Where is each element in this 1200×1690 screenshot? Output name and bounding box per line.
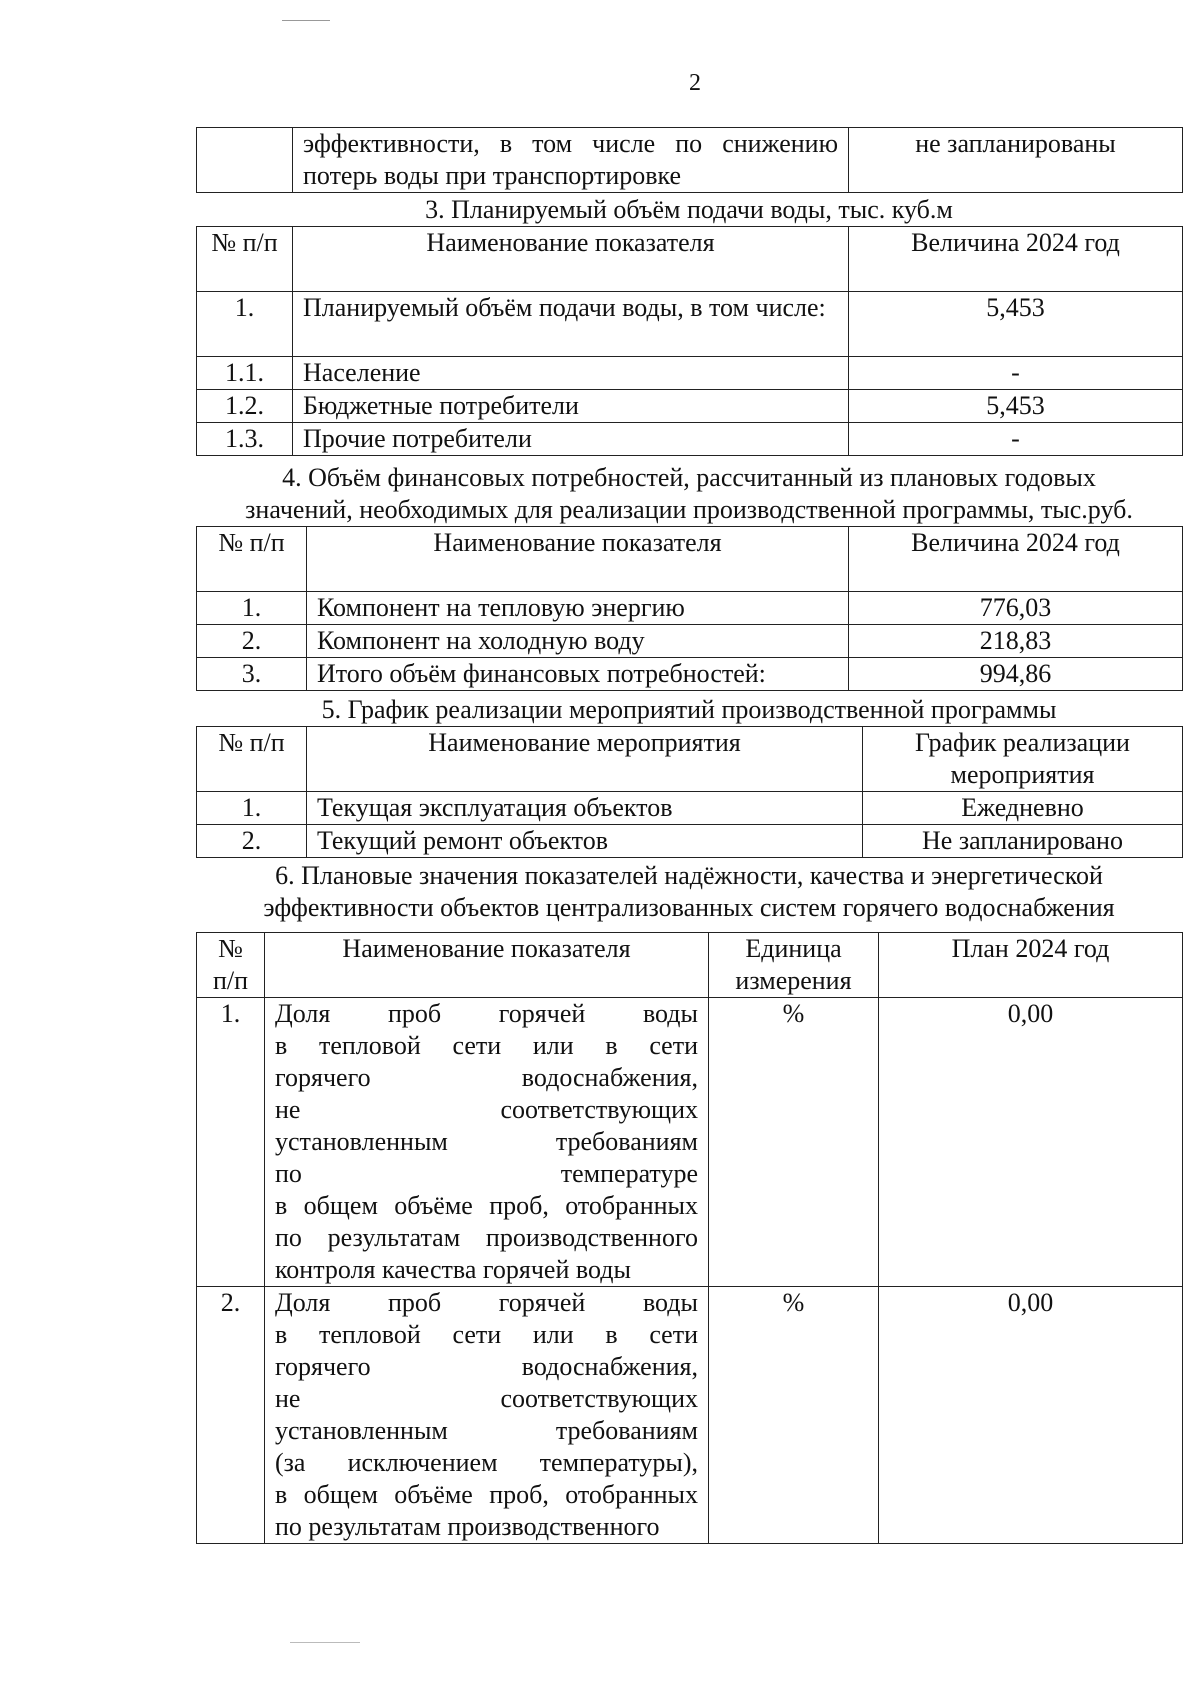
section6-table — [196, 932, 1183, 1544]
text-line: в общем объёме проб, отобранных — [275, 1191, 698, 1220]
text-line: эффективности, в том числе по снижению — [303, 129, 838, 158]
text-line: по результатам производственного — [275, 1223, 698, 1252]
text-line: не соответствующих — [275, 1384, 698, 1413]
table-row — [197, 625, 1183, 658]
num-cell: 1.1. — [197, 357, 293, 390]
num-cell: 1. — [197, 998, 265, 1287]
table-row — [197, 423, 1183, 456]
num-cell: 1.2. — [197, 390, 293, 423]
num-cell — [197, 128, 293, 193]
header-num: № п/п — [197, 227, 293, 292]
value-cell: 994,86 — [849, 658, 1183, 691]
header-num: № п/п — [197, 933, 265, 998]
name-cell: Прочие потребители — [293, 423, 849, 456]
value-cell: не запланированы — [849, 128, 1183, 193]
section5-table — [196, 726, 1183, 858]
name-cell: Итого объём финансовых потребностей: — [307, 658, 849, 691]
text-line: потерь воды при транспортировке — [303, 161, 682, 190]
header-unit: Единица измерения — [709, 933, 879, 998]
text-line: в тепловой сети или в сети — [275, 1320, 698, 1349]
page-number: 2 — [689, 70, 701, 96]
name-cell: Текущая эксплуатация объектов — [307, 792, 863, 825]
value-cell: Не запланировано — [863, 825, 1183, 858]
text-line: в общем объёме проб, отобранных — [275, 1480, 698, 1509]
section6-title — [196, 860, 1182, 924]
title-line: 6. Плановые значения показателей надёжности, качества и энергетической — [275, 861, 1103, 890]
scan-mark — [282, 20, 330, 21]
table-row — [197, 592, 1183, 625]
plan-cell: 0,00 — [879, 998, 1183, 1287]
title-line: значений, необходимых для реализации производственной программы, тыс.руб. — [245, 495, 1133, 524]
section4-table — [196, 526, 1183, 691]
unit-cell: % — [709, 1287, 879, 1544]
header-num: № п/п — [197, 527, 307, 592]
name-cell — [293, 128, 849, 193]
header-value: График реализации мероприятия — [863, 727, 1183, 792]
header-num: № п/п — [197, 727, 307, 792]
title-line: эффективности объектов централизованных систем горячего водоснабжения — [263, 893, 1115, 922]
name-cell — [265, 1287, 709, 1544]
text-line: установленным требованиям — [275, 1127, 698, 1156]
name-cell: Компонент на холодную воду — [307, 625, 849, 658]
header-row — [197, 933, 1183, 998]
text-line: по температуре — [275, 1159, 698, 1188]
name-cell: Компонент на тепловую энергию — [307, 592, 849, 625]
continuation-table — [196, 127, 1183, 193]
value-cell: - — [849, 357, 1183, 390]
name-cell: Население — [293, 357, 849, 390]
plan-cell: 0,00 — [879, 1287, 1183, 1544]
table-row — [197, 1287, 1183, 1544]
text-line: не соответствующих — [275, 1095, 698, 1124]
header-name: Наименование показателя — [293, 227, 849, 292]
text-line: по результатам производственного — [275, 1512, 660, 1541]
value-cell: 5,453 — [849, 292, 1183, 357]
header-row — [197, 727, 1183, 792]
table-row — [197, 390, 1183, 423]
table-row — [197, 825, 1183, 858]
header-name: Наименование показателя — [307, 527, 849, 592]
value-cell: - — [849, 423, 1183, 456]
name-cell: Текущий ремонт объектов — [307, 825, 863, 858]
header-row — [197, 527, 1183, 592]
num-cell: 2. — [197, 1287, 265, 1544]
text-line: Доля проб горячей воды — [275, 999, 698, 1028]
text-line: (за исключением температуры), — [275, 1448, 698, 1477]
section4-title — [196, 462, 1182, 526]
name-cell: Бюджетные потребители — [293, 390, 849, 423]
scan-mark — [290, 1642, 360, 1643]
header-name: Наименование показателя — [265, 933, 709, 998]
num-cell: 3. — [197, 658, 307, 691]
table-row — [197, 357, 1183, 390]
value-cell: Ежедневно — [863, 792, 1183, 825]
table-row — [197, 792, 1183, 825]
text-line: установленным требованиям — [275, 1416, 698, 1445]
table-row — [197, 128, 1183, 193]
value-cell: 5,453 — [849, 390, 1183, 423]
name-cell: Планируемый объём подачи воды, в том числе: — [293, 292, 849, 357]
header-name: Наименование мероприятия — [307, 727, 863, 792]
num-cell: 1. — [197, 292, 293, 357]
num-cell: 1.3. — [197, 423, 293, 456]
value-cell: 776,03 — [849, 592, 1183, 625]
num-cell: 1. — [197, 792, 307, 825]
text-line: в тепловой сети или в сети — [275, 1031, 698, 1060]
name-cell — [265, 998, 709, 1287]
text-line: Доля проб горячей воды — [275, 1288, 698, 1317]
section3-title: 3. Планируемый объём подачи воды, тыс. куб.м — [425, 195, 953, 224]
table-row — [197, 998, 1183, 1287]
value-cell: 218,83 — [849, 625, 1183, 658]
header-value: Величина 2024 год — [849, 527, 1183, 592]
unit-cell: % — [709, 998, 879, 1287]
table-row — [197, 292, 1183, 357]
section5-title: 5. График реализации мероприятий производственной программы — [321, 695, 1057, 724]
header-value: Величина 2024 год — [849, 227, 1183, 292]
section3-table — [196, 226, 1183, 456]
num-cell: 2. — [197, 625, 307, 658]
text-line: горячего водоснабжения, — [275, 1063, 698, 1092]
text-line: горячего водоснабжения, — [275, 1352, 698, 1381]
header-row — [197, 227, 1183, 292]
header-plan: План 2024 год — [879, 933, 1183, 998]
num-cell: 2. — [197, 825, 307, 858]
table-row — [197, 658, 1183, 691]
title-line: 4. Объём финансовых потребностей, рассчитанный из плановых годовых — [282, 463, 1096, 492]
text-line: контроля качества горячей воды — [275, 1255, 631, 1284]
num-cell: 1. — [197, 592, 307, 625]
